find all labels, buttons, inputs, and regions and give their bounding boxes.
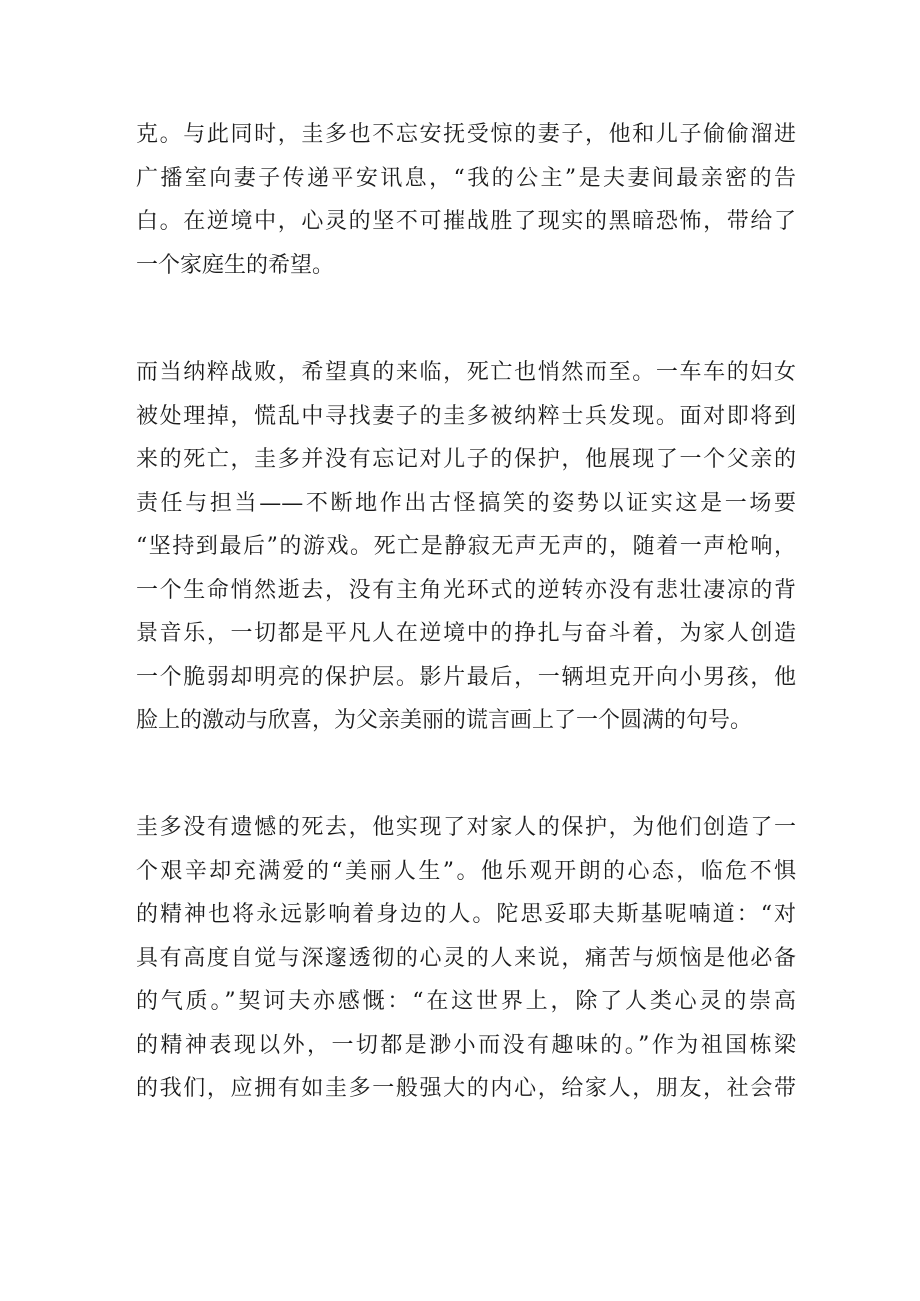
paragraph-3 bbox=[136, 806, 796, 1111]
paragraph-line: “坚持到最后”的游戏。死亡是静寂无声无声的，随着一声枪响， bbox=[136, 534, 796, 559]
paragraph-line: 来的死亡，圭多并没有忘记对儿子的保护，他展现了一个父亲的 bbox=[136, 447, 796, 472]
paragraph-2 bbox=[136, 351, 796, 743]
paragraph-line: 广播室向妻子传递平安讯息，“我的公主”是夫妻间最亲密的告 bbox=[136, 165, 796, 191]
paragraph-line: 具有高度自觉与深邃透彻的心灵的人来说，痛苦与烦恼是他必备 bbox=[136, 945, 796, 971]
paragraph-line: 圭多没有遗憾的死去，他实现了对家人的保护，为他们创造了一 bbox=[136, 815, 796, 840]
paragraph-line: 的精神也将永远影响着身边的人。陀思妥耶夫斯基呢喃道：“对 bbox=[136, 902, 796, 927]
paragraph-line: 而当纳粹战败，希望真的来临，死亡也悄然而至。一车车的妇女 bbox=[136, 360, 796, 385]
paragraph-line: 一个脆弱却明亮的保护层。影片最后，一辆坦克开向小男孩，他 bbox=[136, 664, 796, 690]
paragraph-1 bbox=[136, 113, 796, 287]
paragraph-line: 脸上的激动与欣喜，为父亲美丽的谎言画上了一个圆满的句号。 bbox=[136, 708, 753, 733]
paragraph-line: 个艰辛却充满爱的“美丽人生”。他乐观开朗的心态，临危不惧 bbox=[136, 858, 796, 884]
paragraph-line: 的我们，应拥有如圭多一般强大的内心，给家人，朋友，社会带 bbox=[136, 1076, 796, 1101]
paragraph-line: 一个生命悄然逝去，没有主角光环式的逆转亦没有悲壮凄凉的背 bbox=[136, 577, 796, 603]
paragraph-line: 白。在逆境中，心灵的坚不可摧战胜了现实的黑暗恐怖，带给了 bbox=[136, 209, 796, 234]
paragraph-line: 一个家庭生的希望。 bbox=[136, 252, 335, 278]
paragraph-line: 的精神表现以外，一切都是渺小而没有趣味的。”作为祖国栋梁 bbox=[136, 1032, 796, 1058]
paragraph-line: 景音乐，一切都是平凡人在逆境中的挣扎与奋斗着，为家人创造 bbox=[136, 621, 796, 646]
paragraph-line: 责任与担当——不断地作出古怪搞笑的姿势以证实这是一场要 bbox=[136, 490, 796, 516]
paragraph-line: 被处理掉，慌乱中寻找妻子的圭多被纳粹士兵发现。面对即将到 bbox=[136, 403, 796, 429]
paragraph-line: 克。与此同时，圭多也不忘安抚受惊的妻子，他和儿子偷偷溜进 bbox=[136, 122, 796, 147]
paragraph-line: 的气质。”契诃夫亦感慨：“在这世界上，除了人类心灵的崇高 bbox=[136, 989, 796, 1014]
